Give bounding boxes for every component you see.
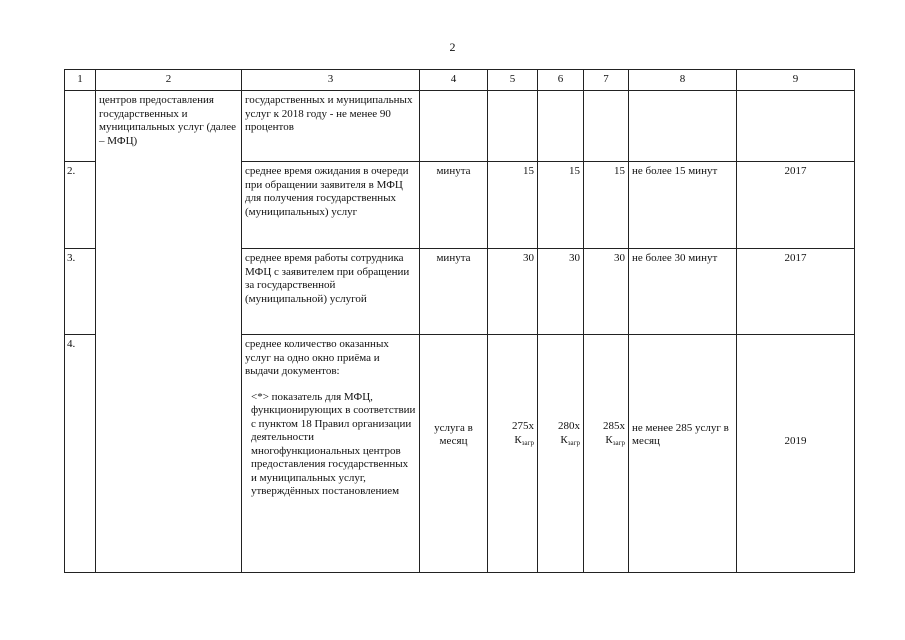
- year-cell: [737, 91, 855, 162]
- value-cell: 30: [488, 249, 538, 335]
- value-cell: [584, 335, 629, 573]
- value-cell: 15: [584, 162, 629, 249]
- indicators-table: [64, 69, 855, 573]
- mfc-name-cell: центров предоставления государственных и муниципальных услуг (далее – МФЦ): [96, 91, 242, 573]
- year-cell: 2017: [737, 249, 855, 335]
- value-cell: [488, 335, 538, 573]
- indicator-cell: среднее время ожидания в очереди при обращении заявителя в МФЦ для получения государственных (муниципальных) услуг: [242, 162, 420, 249]
- unit-cell: услуга в месяц: [420, 335, 488, 573]
- row-number-cell: [65, 91, 96, 162]
- load-coefficient: $К_{загр}$: [514, 433, 534, 447]
- header-row: [65, 70, 855, 91]
- header-cell: 8: [629, 70, 737, 91]
- value-text: 285х: [603, 420, 625, 432]
- unit-cell: [420, 91, 488, 162]
- unit-cell: минута: [420, 162, 488, 249]
- row-number-cell: 3.: [65, 249, 96, 335]
- indicator-cell: [242, 335, 420, 573]
- target-cell: [629, 91, 737, 162]
- header-cell: 6: [538, 70, 584, 91]
- footnote-text: <*> показатель для МФЦ, функционирующих в соответствии с пунктом 18 Правил организации деятельности многофункциональных центров предоставления государственных и муниципальных услуг, утверждённых постановлением: [251, 390, 416, 497]
- indicator-text: среднее количество оказанных услуг на одно окно приёма и выдачи документов:: [245, 338, 389, 377]
- value-cell: [538, 91, 584, 162]
- value-cell: 15: [538, 162, 584, 249]
- value-cell: 30: [538, 249, 584, 335]
- page-number: 2: [449, 40, 456, 54]
- value-cell: 15: [488, 162, 538, 249]
- target-cell: не более 15 минут: [629, 162, 737, 249]
- unit-cell: минута: [420, 249, 488, 335]
- table-row: [65, 91, 855, 162]
- load-coefficient: $К_{загр}$: [560, 433, 580, 447]
- year-cell: 2017: [737, 162, 855, 249]
- header-cell: 7: [584, 70, 629, 91]
- header-cell: 4: [420, 70, 488, 91]
- value-text: 280х: [558, 420, 580, 432]
- header-cell: 5: [488, 70, 538, 91]
- header-cell: 1: [65, 70, 96, 91]
- year-cell: 2019: [737, 335, 855, 573]
- value-cell: 30: [584, 249, 629, 335]
- target-cell: не менее 285 услуг в месяц: [629, 335, 737, 573]
- row-number-cell: 4.: [65, 335, 96, 573]
- value-cell: [538, 335, 584, 573]
- target-cell: не более 30 минут: [629, 249, 737, 335]
- value-cell: [584, 91, 629, 162]
- header-cell: 3: [242, 70, 420, 91]
- indicator-cell: государственных и муниципальных услуг к 2018 году - не менее 90 процентов: [242, 91, 420, 162]
- header-cell: 2: [96, 70, 242, 91]
- value-cell: [488, 91, 538, 162]
- indicator-cell: среднее время работы сотрудника МФЦ с заявителем при обращении за государственной (муниципальной) услугой: [242, 249, 420, 335]
- header-cell: 9: [737, 70, 855, 91]
- row-number-cell: 2.: [65, 162, 96, 249]
- load-coefficient: $К_{загр}$: [605, 433, 625, 447]
- value-text: 275х: [512, 420, 534, 432]
